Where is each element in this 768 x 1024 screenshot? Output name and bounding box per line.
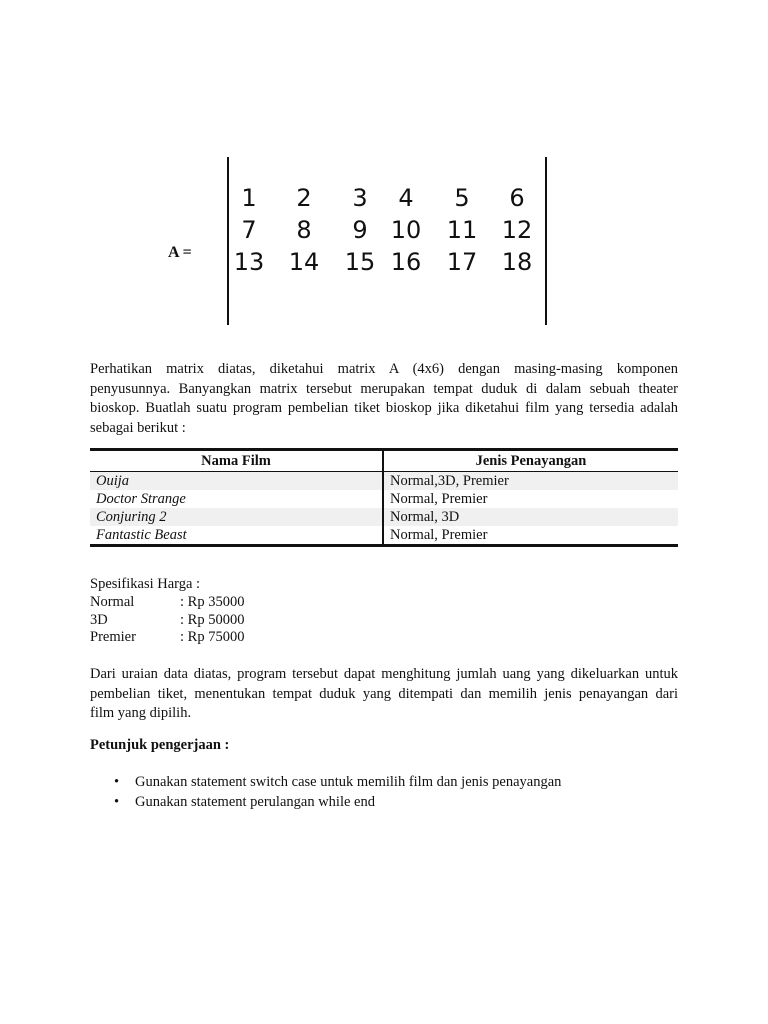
matrix-cell: 16 xyxy=(390,248,422,276)
matrix-cell: 14 xyxy=(288,248,320,276)
summary-line: film yang dipilih. xyxy=(90,705,192,721)
table-row xyxy=(90,508,678,526)
price-value: : Rp 35000 xyxy=(180,593,245,610)
table-header-row xyxy=(90,450,678,472)
matrix-label: A = xyxy=(168,244,192,261)
matrix-cell: 9 xyxy=(352,216,368,244)
summary-paragraph xyxy=(90,665,678,724)
table-row xyxy=(90,490,678,508)
film-name-cell: Fantastic Beast xyxy=(90,526,383,546)
matrix-cell: 10 xyxy=(390,216,422,244)
list-item xyxy=(90,793,561,813)
list-item xyxy=(90,773,561,793)
pricing-title: Spesifikasi Harga : xyxy=(90,576,201,592)
matrix-cell: 7 xyxy=(241,216,257,244)
column-header-film-name: Nama Film xyxy=(90,450,383,472)
matrix-cell: 6 xyxy=(509,184,525,212)
matrix-cell: 5 xyxy=(454,184,470,212)
price-row xyxy=(90,594,244,612)
price-type: 3D xyxy=(90,611,108,628)
matrix-cell: 15 xyxy=(344,248,376,276)
screening-type-cell: Normal, 3D xyxy=(383,508,678,526)
price-type: Premier xyxy=(90,629,136,646)
matrix-cell: 2 xyxy=(296,184,312,212)
bullet-icon: • xyxy=(114,774,120,790)
intro-line: bioskop. Buatlah suatu program pembelian tiket bioskop jika diketahui film yang tersedia adalah xyxy=(90,400,678,416)
price-value: : Rp 75000 xyxy=(180,629,245,646)
summary-line: Dari uraian data diatas, program tersebut dapat menghitung jumlah uang yang dikeluarkan untuk xyxy=(90,666,678,682)
film-table xyxy=(90,448,678,547)
matrix-cell: 11 xyxy=(446,216,478,244)
price-row xyxy=(90,629,244,647)
matrix-cell: 1 xyxy=(241,184,257,212)
matrix-cell: 3 xyxy=(352,184,368,212)
intro-paragraph xyxy=(90,360,678,438)
intro-line: Perhatikan matrix diatas, diketahui matrix A (4x6) dengan masing-masing komponen xyxy=(90,361,678,377)
table-row xyxy=(90,526,678,546)
film-name-cell: Doctor Strange xyxy=(90,490,383,508)
instruction-text: Gunakan statement switch case untuk memilih film dan jenis penayangan xyxy=(135,774,562,790)
price-value: : Rp 50000 xyxy=(180,611,245,628)
screening-type-cell: Normal, Premier xyxy=(383,526,678,546)
instructions-list xyxy=(90,773,561,812)
instruction-text: Gunakan statement perulangan while end xyxy=(135,793,375,810)
matrix-right-bar xyxy=(545,157,547,325)
matrix-cell: 18 xyxy=(501,248,533,276)
matrix-cell: 4 xyxy=(398,184,414,212)
film-name-cell: Ouija xyxy=(90,472,383,491)
matrix-cell: 8 xyxy=(296,216,312,244)
bullet-icon: • xyxy=(114,793,120,810)
instructions-heading: Petunjuk pengerjaan : xyxy=(90,737,230,753)
intro-line: penyusunnya. Banyangkan matrix tersebut merupakan tempat duduk di dalam sebuah theater xyxy=(90,380,678,397)
pricing-block xyxy=(90,576,244,647)
column-header-screening-type: Jenis Penayangan xyxy=(383,450,678,472)
price-row xyxy=(90,612,244,630)
matrix-cell: 13 xyxy=(233,248,265,276)
matrix-cell: 12 xyxy=(501,216,533,244)
summary-line: pembelian tiket, menentukan tempat duduk yang ditempati dan memilih jenis penayangan dari xyxy=(90,685,678,702)
price-type: Normal xyxy=(90,593,135,610)
matrix-cell: 17 xyxy=(446,248,478,276)
screening-type-cell: Normal,3D, Premier xyxy=(383,472,678,491)
film-name-cell: Conjuring 2 xyxy=(90,508,383,526)
table-row xyxy=(90,472,678,491)
intro-line: sebagai berikut : xyxy=(90,419,186,436)
screening-type-cell: Normal, Premier xyxy=(390,491,488,507)
